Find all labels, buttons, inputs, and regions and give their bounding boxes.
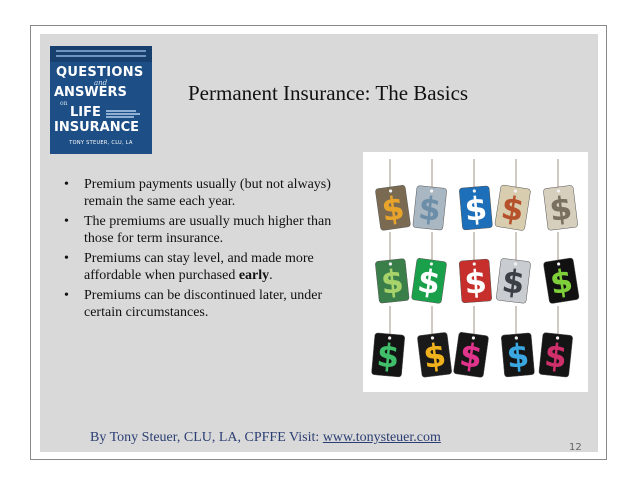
dollar-tag [371, 306, 405, 377]
bullet-text: Premiums can be discontinued later, under certain circumstances. [84, 288, 323, 320]
dollar-tag [417, 306, 452, 378]
book-title-answers: ANSWERS [54, 85, 127, 100]
bullet-item [40, 177, 340, 210]
footer [90, 430, 441, 446]
book-title-questions: QUESTIONS [56, 65, 144, 80]
bullet-dot: • [64, 214, 69, 229]
bullet-text: The premiums are usually much higher than those for term insurance. [84, 214, 332, 246]
bullet-item [40, 288, 340, 321]
slide-frame [30, 25, 607, 460]
book-author: TONY STEUER, CLU, LA [69, 140, 133, 146]
dollar-tag [453, 306, 489, 378]
dollar-sign: $ [375, 336, 401, 376]
bullet-text: Premiums can stay level, and made more affordable when purchased [84, 251, 314, 283]
book-cover-fine-print [56, 55, 146, 57]
dollar-sign: $ [463, 262, 488, 302]
footer-author: By Tony Steuer, CLU, LA, CPFFE Visit: [90, 430, 323, 445]
dollar-tag [411, 232, 447, 304]
dollar-sign: $ [379, 188, 407, 230]
dollar-tags-illustration [363, 152, 588, 392]
bullet-emphasis: early [238, 267, 270, 283]
dollar-sign: $ [379, 261, 406, 302]
bullet-dot: • [64, 288, 69, 303]
slide-panel [40, 34, 598, 452]
dollar-sign: $ [415, 261, 443, 303]
dollar-tag [543, 159, 578, 231]
dollar-tag [375, 232, 409, 303]
book-title-and: and [94, 79, 108, 87]
book-cover-fine-print [56, 50, 146, 52]
dollar-tag [501, 306, 535, 377]
book-title-insurance: INSURANCE [54, 120, 140, 135]
bullet-item [40, 251, 340, 284]
dollar-tag [413, 159, 447, 230]
dollar-tag [459, 159, 493, 230]
dollar-sign: $ [498, 188, 527, 230]
page-number: 12 [569, 442, 582, 453]
dollar-sign: $ [416, 188, 443, 229]
bullet-text: Premium payments usually (but not always) remain the same each year. [84, 177, 331, 209]
dollar-sign: $ [542, 335, 569, 376]
dollar-sign: $ [457, 335, 485, 377]
dollar-tag [495, 159, 531, 231]
book-title-on: on [60, 100, 68, 107]
slide-title: Permanent Insurance: The Basics [188, 81, 469, 105]
dollar-sign: $ [547, 188, 575, 230]
dollar-sign: $ [499, 261, 527, 303]
book-subtitle-fine-print [106, 109, 146, 119]
bullet-dot: • [64, 177, 69, 192]
dollar-tags-image [363, 152, 588, 392]
dollar-tag [375, 159, 411, 231]
dollar-sign: $ [547, 261, 576, 303]
dollar-tag [543, 232, 579, 304]
dollar-tag [496, 232, 531, 304]
bullet-dot: • [64, 251, 69, 266]
dollar-sign: $ [463, 189, 489, 229]
book-cover [50, 46, 152, 154]
dollar-tag [459, 232, 492, 303]
bullet-text-end: . [269, 267, 273, 283]
dollar-tag [539, 306, 573, 377]
bullet-list [40, 177, 340, 325]
book-cover-top-strip [50, 46, 152, 62]
dollar-sign: $ [421, 335, 449, 377]
dollar-sign: $ [505, 336, 531, 376]
book-title-life: LIFE [70, 105, 101, 120]
footer-website-link[interactable]: www.tonysteuer.com [322, 430, 441, 445]
bullet-item [40, 214, 340, 247]
